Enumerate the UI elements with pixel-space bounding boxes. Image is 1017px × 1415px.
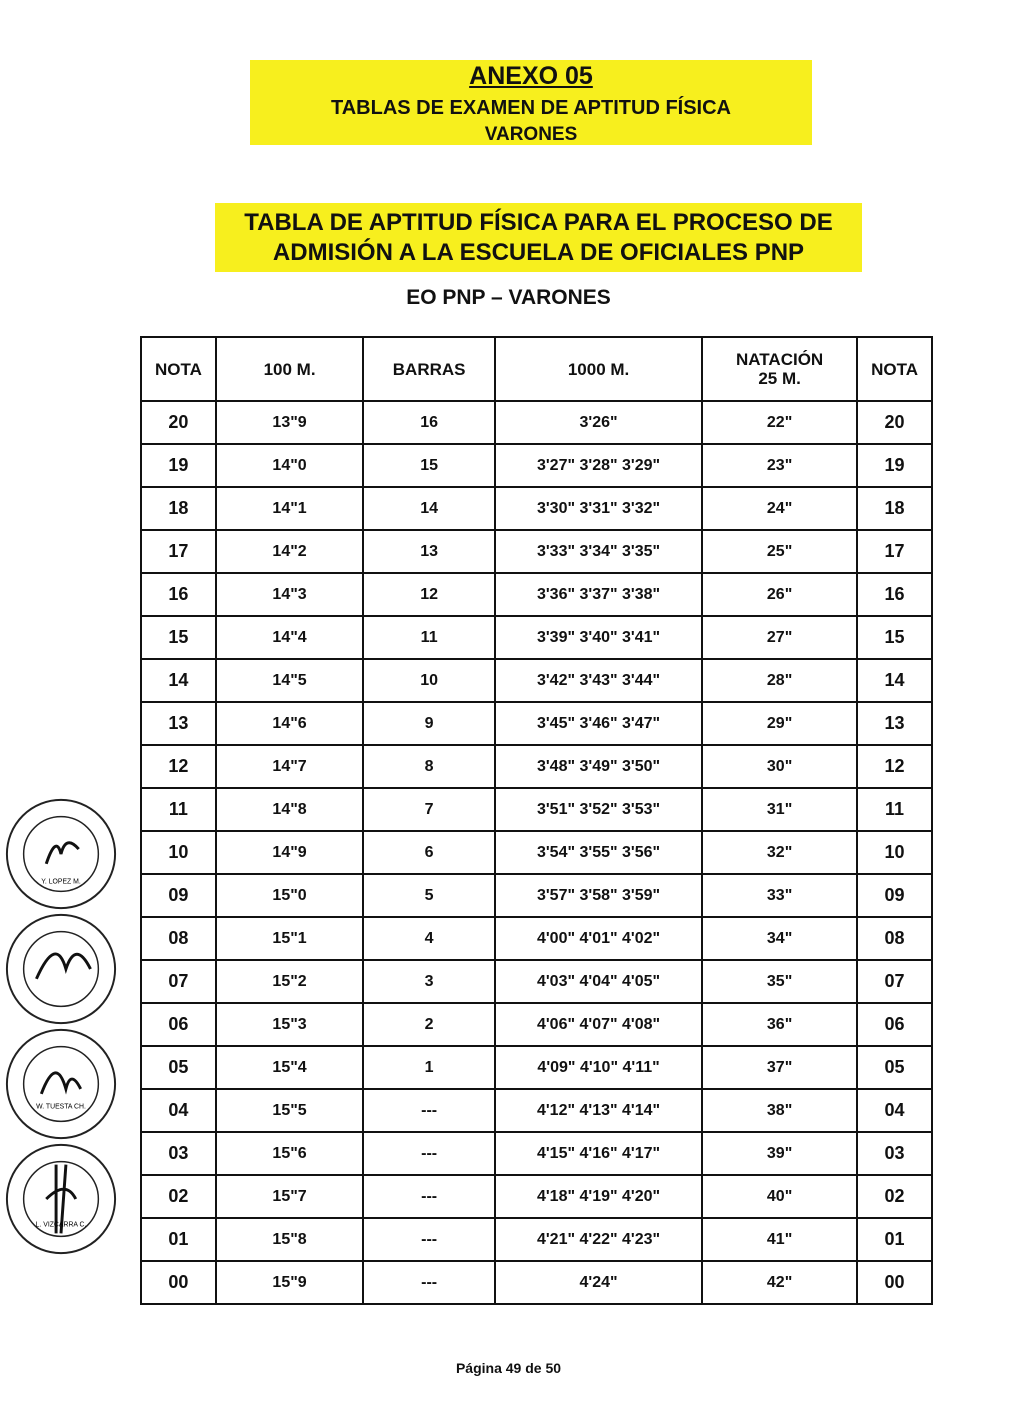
table-row	[141, 702, 932, 745]
table-cell: 22"	[702, 401, 857, 444]
table-cell: 4'06" 4'07" 4'08"	[495, 1003, 702, 1046]
table-cell: 02	[857, 1175, 932, 1218]
annex-number: ANEXO 05	[469, 62, 593, 90]
table-cell: 32"	[702, 831, 857, 874]
table-row	[141, 530, 932, 573]
table-cell: 7	[363, 788, 495, 831]
table-cell: 03	[141, 1132, 216, 1175]
table-cell: 15"9	[216, 1261, 363, 1304]
table-cell: 12	[857, 745, 932, 788]
table-row	[141, 1261, 932, 1304]
column-header: 100 M.	[216, 337, 363, 401]
table-cell: 10	[141, 831, 216, 874]
table-cell: 3'39" 3'40" 3'41"	[495, 616, 702, 659]
table-cell: 06	[141, 1003, 216, 1046]
table-cell: 15"1	[216, 917, 363, 960]
table-cell: 11	[857, 788, 932, 831]
table-title-line2: ADMISIÓN A LA ESCUELA DE OFICIALES PNP	[272, 239, 805, 266]
table-cell: 14"9	[216, 831, 363, 874]
svg-text:L. VIZCARRA C.: L. VIZCARRA C.	[35, 1221, 87, 1229]
table-cell: 14"1	[216, 487, 363, 530]
table-cell: 08	[857, 917, 932, 960]
table-row	[141, 573, 932, 616]
table-cell: 3'54" 3'55" 3'56"	[495, 831, 702, 874]
column-header: NOTA	[857, 337, 932, 401]
table-cell: 15"7	[216, 1175, 363, 1218]
table-cell: 42"	[702, 1261, 857, 1304]
table-cell: 25"	[702, 530, 857, 573]
table-row	[141, 616, 932, 659]
table-cell: 29"	[702, 702, 857, 745]
stamp-seal-2	[2, 910, 120, 1028]
table-cell: 24"	[702, 487, 857, 530]
table-cell: 14	[363, 487, 495, 530]
fitness-table	[140, 336, 933, 1305]
table-cell: 16	[141, 573, 216, 616]
table-cell: 02	[141, 1175, 216, 1218]
table-cell: 04	[857, 1089, 932, 1132]
table-cell: 16	[363, 401, 495, 444]
table-header-row	[141, 337, 932, 401]
table-cell: 9	[363, 702, 495, 745]
table-cell: 15"6	[216, 1132, 363, 1175]
table-cell: 36"	[702, 1003, 857, 1046]
table-cell: 13	[141, 702, 216, 745]
table-cell: 00	[141, 1261, 216, 1304]
table-cell: 15"4	[216, 1046, 363, 1089]
table-cell: 4'18" 4'19" 4'20"	[495, 1175, 702, 1218]
table-row	[141, 1175, 932, 1218]
svg-text:W. TUESTA CH.: W. TUESTA CH.	[36, 1103, 86, 1111]
table-cell: 30"	[702, 745, 857, 788]
table-cell: 3'33" 3'34" 3'35"	[495, 530, 702, 573]
table-cell: 13	[363, 530, 495, 573]
table-cell: 41"	[702, 1218, 857, 1261]
table-cell: 14"8	[216, 788, 363, 831]
table-cell: 4'24"	[495, 1261, 702, 1304]
stamp-seal-3	[2, 1025, 120, 1143]
table-cell: 39"	[702, 1132, 857, 1175]
table-row	[141, 874, 932, 917]
column-header: NOTA	[141, 337, 216, 401]
table-cell: 14"4	[216, 616, 363, 659]
table-cell: 15"3	[216, 1003, 363, 1046]
table-cell: 4'03" 4'04" 4'05"	[495, 960, 702, 1003]
table-cell: 14"3	[216, 573, 363, 616]
table-cell: 18	[141, 487, 216, 530]
table-cell: 33"	[702, 874, 857, 917]
table-cell: 4	[363, 917, 495, 960]
table-cell: 08	[141, 917, 216, 960]
table-cell: 3'30" 3'31" 3'32"	[495, 487, 702, 530]
table-cell: 15"2	[216, 960, 363, 1003]
table-row	[141, 745, 932, 788]
table-cell: 12	[363, 573, 495, 616]
table-cell: 4'12" 4'13" 4'14"	[495, 1089, 702, 1132]
table-cell: 07	[857, 960, 932, 1003]
table-cell: 26"	[702, 573, 857, 616]
table-cell: 15	[857, 616, 932, 659]
table-cell: 10	[857, 831, 932, 874]
table-title	[215, 203, 862, 272]
table-cell: 6	[363, 831, 495, 874]
table-cell: 15	[141, 616, 216, 659]
table-cell: 34"	[702, 917, 857, 960]
table-cell: 13"9	[216, 401, 363, 444]
table-cell: 31"	[702, 788, 857, 831]
table-cell: 27"	[702, 616, 857, 659]
table-cell: 05	[857, 1046, 932, 1089]
table-row	[141, 960, 932, 1003]
column-header: 1000 M.	[495, 337, 702, 401]
table-cell: 09	[141, 874, 216, 917]
table-cell: 14"2	[216, 530, 363, 573]
table-cell: 4'15" 4'16" 4'17"	[495, 1132, 702, 1175]
table-cell: 11	[141, 788, 216, 831]
table-row	[141, 1089, 932, 1132]
table-cell: 19	[141, 444, 216, 487]
table-cell: 15"8	[216, 1218, 363, 1261]
column-header: BARRAS	[363, 337, 495, 401]
table-cell: 4'09" 4'10" 4'11"	[495, 1046, 702, 1089]
column-header: NATACIÓN 25 M.	[702, 337, 857, 401]
table-cell: ---	[363, 1218, 495, 1261]
table-row	[141, 659, 932, 702]
table-cell: 17	[857, 530, 932, 573]
table-cell: 4'21" 4'22" 4'23"	[495, 1218, 702, 1261]
annex-subtitle: VARONES	[484, 124, 578, 145]
table-cell: 37"	[702, 1046, 857, 1089]
annex-title: TABLAS DE EXAMEN DE APTITUD FÍSICA	[330, 97, 731, 119]
table-row	[141, 487, 932, 530]
table-cell: 20	[857, 401, 932, 444]
table-cell: 14"7	[216, 745, 363, 788]
table-cell: ---	[363, 1132, 495, 1175]
table-cell: 07	[141, 960, 216, 1003]
table-cell: 28"	[702, 659, 857, 702]
table-cell: 5	[363, 874, 495, 917]
table-cell: 11	[363, 616, 495, 659]
table-cell: 15	[363, 444, 495, 487]
table-cell: 15"0	[216, 874, 363, 917]
table-cell: 3'26"	[495, 401, 702, 444]
table-row	[141, 917, 932, 960]
table-cell: 14"6	[216, 702, 363, 745]
table-cell: 00	[857, 1261, 932, 1304]
table-cell: 14	[141, 659, 216, 702]
table-cell: 3'27" 3'28" 3'29"	[495, 444, 702, 487]
table-cell: 3'36" 3'37" 3'38"	[495, 573, 702, 616]
table-cell: 14"5	[216, 659, 363, 702]
table-cell: 01	[857, 1218, 932, 1261]
table-cell: 05	[141, 1046, 216, 1089]
table-cell: 2	[363, 1003, 495, 1046]
table-cell: ---	[363, 1089, 495, 1132]
table-cell: 4'00" 4'01" 4'02"	[495, 917, 702, 960]
table-row	[141, 1218, 932, 1261]
table-cell: 10	[363, 659, 495, 702]
table-cell: 15"5	[216, 1089, 363, 1132]
table-cell: 16	[857, 573, 932, 616]
table-cell: ---	[363, 1175, 495, 1218]
table-cell: 18	[857, 487, 932, 530]
table-row	[141, 788, 932, 831]
table-cell: 01	[141, 1218, 216, 1261]
table-row	[141, 831, 932, 874]
table-cell: 3'57" 3'58" 3'59"	[495, 874, 702, 917]
annex-header	[250, 60, 812, 145]
stamp-seal-1	[2, 795, 120, 913]
table-cell: ---	[363, 1261, 495, 1304]
table-cell: 13	[857, 702, 932, 745]
table-cell: 19	[857, 444, 932, 487]
table-title-line1: TABLA DE APTITUD FÍSICA PARA EL PROCESO DE	[244, 209, 833, 236]
table-row	[141, 1003, 932, 1046]
table-cell: 20	[141, 401, 216, 444]
table-cell: 1	[363, 1046, 495, 1089]
table-row	[141, 444, 932, 487]
page-number: Página 49 de 50	[455, 1360, 562, 1376]
table-cell: 03	[857, 1132, 932, 1175]
stamp-seal-4	[2, 1140, 120, 1258]
table-cell: 14	[857, 659, 932, 702]
table-cell: 06	[857, 1003, 932, 1046]
svg-text:Y. LOPEZ M.: Y. LOPEZ M.	[41, 878, 81, 886]
table-cell: 3	[363, 960, 495, 1003]
table-cell: 3'51" 3'52" 3'53"	[495, 788, 702, 831]
table-row	[141, 401, 932, 444]
table-cell: 14"0	[216, 444, 363, 487]
table-cell: 8	[363, 745, 495, 788]
table-cell: 04	[141, 1089, 216, 1132]
table-cell: 3'48" 3'49" 3'50"	[495, 745, 702, 788]
table-cell: 35"	[702, 960, 857, 1003]
table-cell: 17	[141, 530, 216, 573]
table-cell: 3'45" 3'46" 3'47"	[495, 702, 702, 745]
table-cell: 12	[141, 745, 216, 788]
table-cell: 3'42" 3'43" 3'44"	[495, 659, 702, 702]
table-row	[141, 1046, 932, 1089]
table-cell: 38"	[702, 1089, 857, 1132]
table-row	[141, 1132, 932, 1175]
table-cell: 23"	[702, 444, 857, 487]
table-cell: 09	[857, 874, 932, 917]
table-subtitle: EO PNP – VARONES	[406, 286, 611, 309]
table-cell: 40"	[702, 1175, 857, 1218]
